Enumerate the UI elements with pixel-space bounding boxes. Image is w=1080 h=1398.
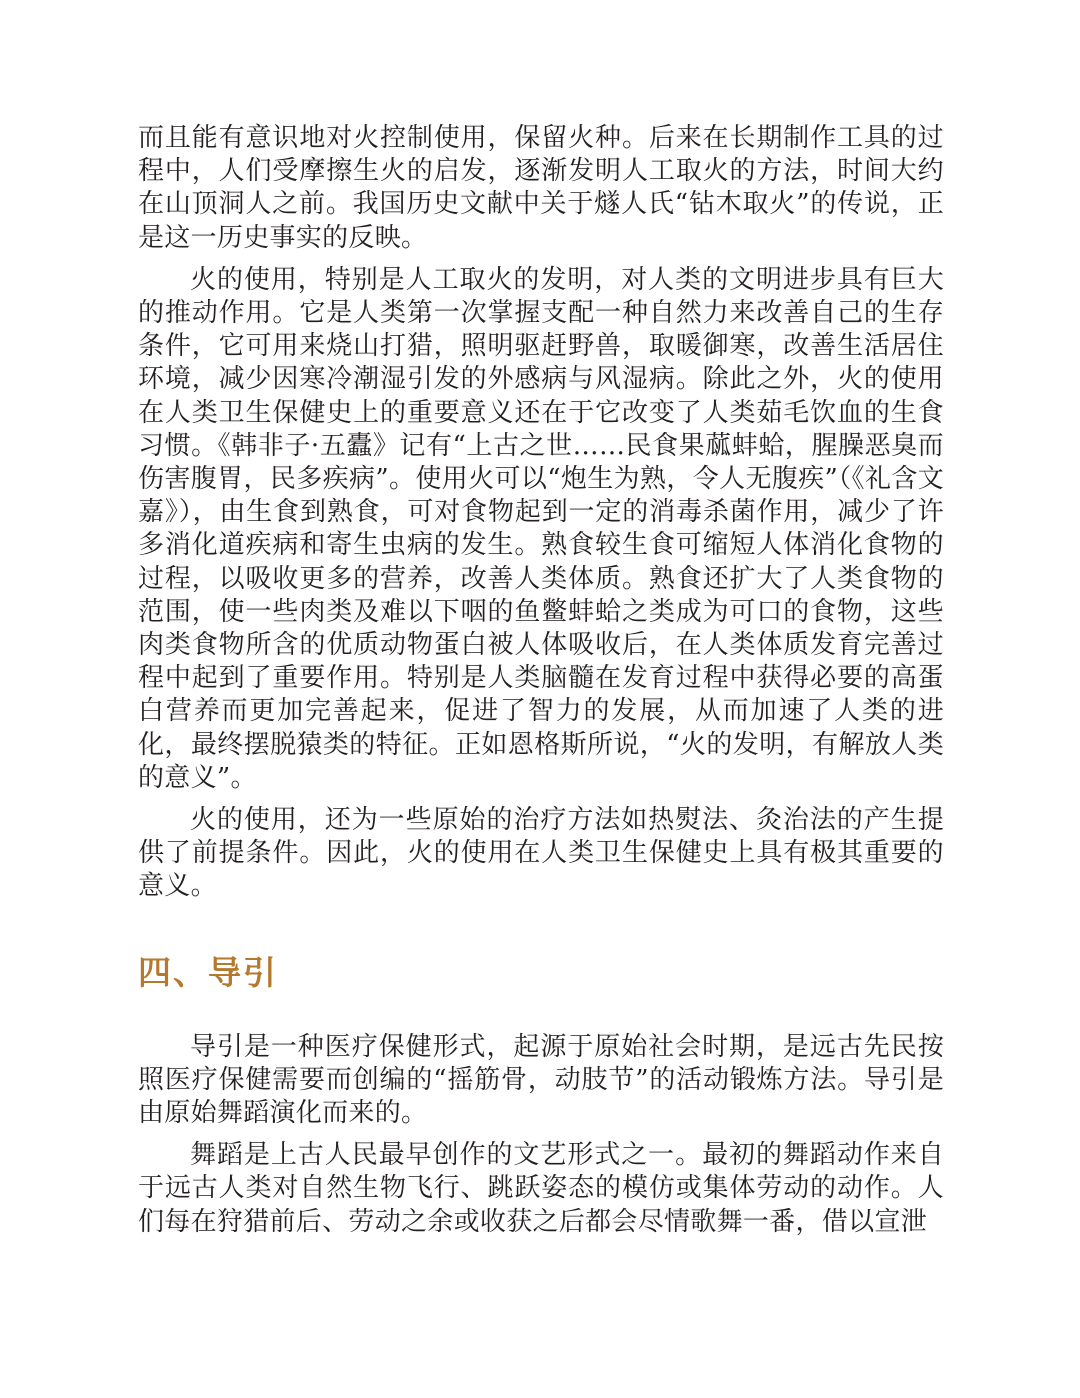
paragraph-fire-treatment: 火的使用，还为一些原始的治疗方法如热熨法、灸治法的产生提供了前提条件。因此，火的使用在人类卫生保健史上具有极其重要的意义。: [138, 805, 944, 902]
section-heading-daoyin: 四、导引: [138, 952, 278, 992]
paragraph-dance-origin: 舞蹈是上古人民最早创作的文艺形式之一。最初的舞蹈动作来自于远古人类对自然生物飞行、跳跃姿态的模仿或集体劳动的动作。人们每在狩猎前后、劳动之余或收获之后都会尽情歌舞一番，借以宣泄: [138, 1140, 944, 1237]
paragraph-fire-control: 而且能有意识地对火控制使用，保留火种。后来在长期制作工具的过程中，人们受摩擦生火的启发，逐渐发明人工取火的方法，时间大约在山顶洞人之前。我国历史文献中关于燧人氏“钻木取火”的传说，正是这一历史事实的反映。: [138, 123, 944, 253]
paragraph-fire-significance: 火的使用，特别是人工取火的发明，对人类的文明进步具有巨大的推动作用。它是人类第一次掌握支配一种自然力来改善自己的生存条件，它可用来烧山打猎，照明驱赶野兽，取暖御寒，改善生活居住环境，减少因寒冷潮湿引发的外感病与风湿病。除此之外，火的使用在人类卫生保健史上的重要意义还在于它改变了人类茹毛饮血的生食习惯。《韩非子·五蠹》记有“上古之世……民食果蓏蚌蛤，腥臊恶臭而伤害腹胃，民多疾病”。使用火可以“炮生为熟，令人无腹疾”（《礼含文嘉》），由生食到熟食，可对食物起到一定的消毒杀菌作用，减少了许多消化道疾病和寄生虫病的发生。熟食较生食可缩短人体消化食物的过程，以吸收更多的营养，改善人类体质。熟食还扩大了人类食物的范围，使一些肉类及难以下咽的鱼鳖蚌蛤之类成为可口的食物，这些肉类食物所含的优质动物蛋白被人体吸收后，在人类体质发育完善过程中起到了重要作用。特别是人类脑髓在发育过程中获得必要的高蛋白营养而更加完善起来，促进了智力的发展，从而加速了人类的进化，最终摆脱猿类的特征。正如恩格斯所说，“火的发明，有解放人类的意义”。: [138, 264, 944, 793]
document-page: [138, 122, 944, 1239]
paragraph-daoyin-definition: 导引是一种医疗保健形式，起源于原始社会时期，是远古先民按照医疗保健需要而创编的“摇筋骨，动肢节”的活动锻炼方法。导引是由原始舞蹈演化而来的。: [138, 1031, 944, 1129]
